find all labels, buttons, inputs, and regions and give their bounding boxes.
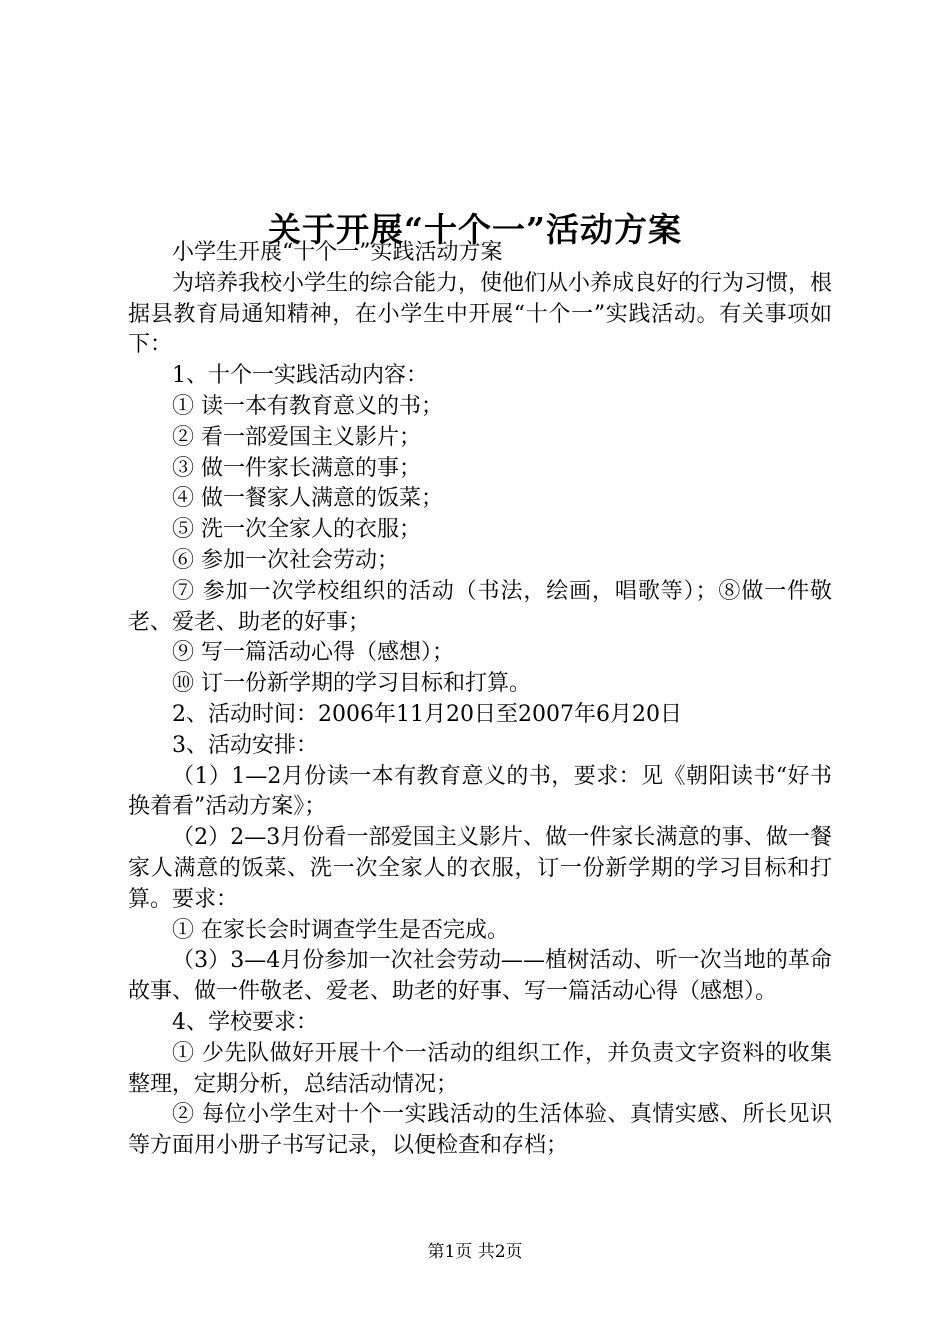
list-item: ⑩ 订一份新学期的学习目标和打算。 [172,671,531,697]
list-item: ② 每位小学生对十个一实践活动的生活体验、真情实感、所长见识等方面用小册子书写记录，以便检查和存档； [128,1102,832,1159]
list-item: ① 在家长会时调查学生是否完成。 [172,917,509,943]
list-item: ① 少先队做好开展十个一活动的组织工作，并负责文字资料的收集整理，定期分析，总结活动情况； [128,1040,832,1097]
document-title: 关于开展“十个一”活动方案 [268,210,682,250]
list-item: ② 看一部爱国主义影片； [172,424,421,450]
arrangement-item: （2）2—3月份看一部爱国主义影片、做一件家长满意的事、做一餐家人满意的饭菜、洗一次全家人的衣服，订一份新学期的学习目标和打算。要求： [128,825,832,912]
list-item: ③ 做一件家长满意的事； [172,455,421,481]
list-item: ④ 做一餐家人满意的饭菜； [172,486,443,512]
list-item: ⑦ 参加一次学校组织的活动（书法，绘画，唱歌等）；⑧做一件敬老、爱老、助老的好事； [128,578,832,635]
list-item: ① 读一本有教育意义的书； [172,393,443,419]
arrangement-item: （3）3—4月份参加一次社会劳动——植树活动、听一次当地的革命故事、做一件敬老、爱老、助老的好事、写一篇活动心得（感想）。 [128,948,832,1005]
page-number: 第1页 共2页 [427,1242,523,1262]
list-item: ⑨ 写一篇活动心得（感想）； [172,640,454,666]
section-heading-content: 1、十个一实践活动内容： [172,363,428,389]
section-heading-time: 2、活动时间：2006年11月20日至2007年6月20日 [172,701,682,727]
section-heading-arrangement: 3、活动安排： [172,732,318,758]
section-heading-requirements: 4、学校要求： [172,1009,318,1035]
paragraph-subtitle: 小学生开展“十个一”实践活动方案 [172,240,503,265]
paragraph-intro: 为培养我校小学生的综合能力，使他们从小养成良好的行为习惯，根据县教育局通知精神，在小学生中开展“十个一”实践活动。有关事项如下： [128,270,833,358]
list-item: ⑥ 参加一次社会劳动； [172,547,399,573]
arrangement-item: （1）1—2月份读一本有教育意义的书，要求：见《朝阳读书“好书换着看”活动方案》； [128,763,832,820]
list-item: ⑤ 洗一次全家人的衣服； [172,517,421,543]
document-body [128,238,832,1162]
